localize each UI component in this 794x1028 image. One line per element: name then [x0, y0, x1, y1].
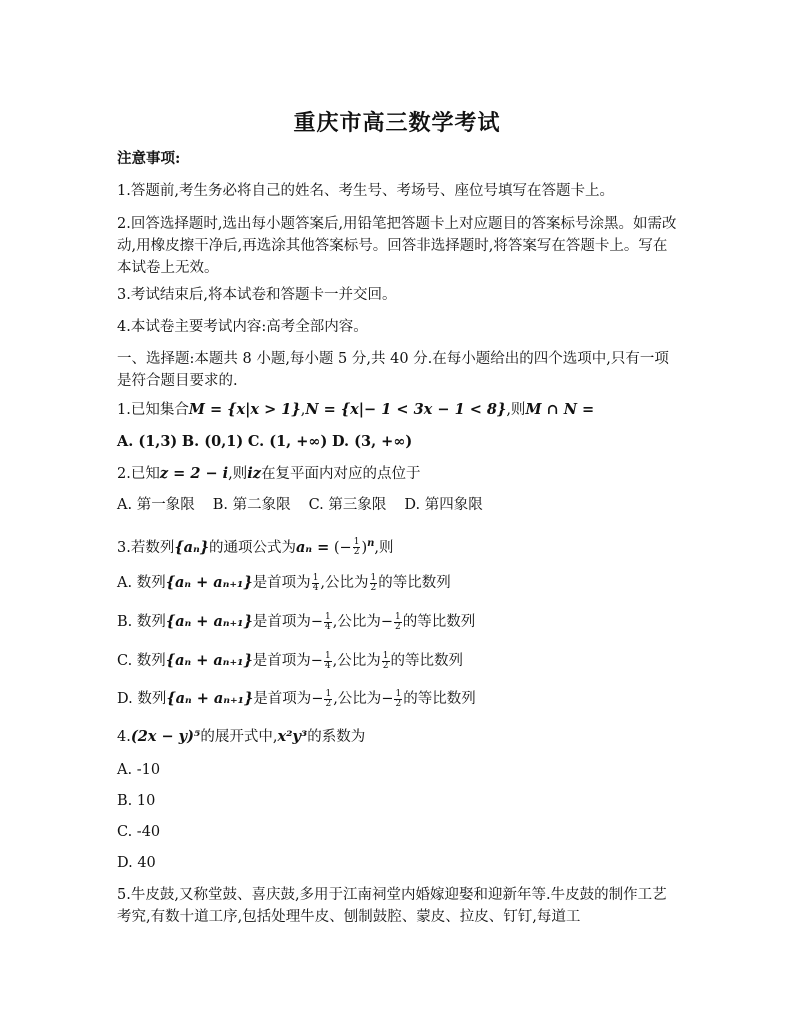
- q3-option-c: C. 数列{aₙ + aₙ₊₁}是首项为− $\frac{1}{4}$ ,公比为 $\frac{1}{2}$ 的等比数列: [117, 650, 464, 671]
- q2-expr2: iz: [247, 465, 262, 482]
- q2-option-d: D. 第四象限: [404, 497, 483, 513]
- q4-option-a: A. -10: [117, 762, 161, 778]
- q1-sep: ,: [300, 402, 306, 418]
- q4-suffix: 的系数为: [307, 729, 366, 745]
- notice-item-2: 2.回答选择题时,选出每小题答案后,用铅笔把答题卡上对应题目的答案标号涂黑。如需改动,用橡皮擦干净后,再选涂其他答案标号。回答非选择题时,将答案写在答题卡上。写在本试卷上无效。: [117, 216, 677, 276]
- page-title: 重庆市高三数学考试: [293, 110, 501, 136]
- q1-option-a: A. (1,3): [117, 433, 178, 450]
- q1-option-d: D. (3, +∞): [331, 433, 413, 450]
- q1-option-c: C. (1, +∞): [247, 433, 328, 450]
- q3-formula-lhs: aₙ =: [296, 538, 330, 556]
- q3-prefix: 3.若数列: [117, 539, 175, 556]
- q3-seq: {aₙ}: [174, 538, 210, 556]
- q2-option-c: C. 第三象限: [308, 497, 387, 513]
- notice-item-4: 4.本试卷主要考试内容:高考全部内容。: [117, 319, 368, 335]
- question-3: [117, 533, 677, 559]
- q1-option-b: B. (0,1): [181, 433, 244, 450]
- q2-options: [117, 494, 677, 516]
- question-4: [117, 726, 677, 748]
- notice-heading: 注意事项:: [117, 150, 181, 167]
- q2-option-b: B. 第二象限: [212, 497, 291, 513]
- q1-ask: M ∩ N =: [525, 401, 595, 418]
- q4-expr: (2x − y)⁵: [130, 728, 201, 745]
- q4-prefix: 4.: [117, 729, 131, 745]
- q1-set-m: M = {x|x > 1}: [188, 401, 301, 418]
- q3-option-d: D. 数列{aₙ + aₙ₊₁}是首项为− $\frac{1}{2}$ ,公比为− $\frac{1}{2}$ 的等比数列: [117, 688, 476, 709]
- q3-option-b: B. 数列{aₙ + aₙ₊₁}是首项为− $\frac{1}{4}$ ,公比为− $\frac{1}{2}$ 的等比数列: [117, 611, 476, 632]
- question-5: 5.牛皮鼓,又称堂鼓、喜庆鼓,多用于江南祠堂内婚嫁迎娶和迎新年等.牛皮鼓的制作工艺考究,有数十道工序,包括处理牛皮、刨制鼓腔、蒙皮、拉皮、钉钉,每道工: [117, 887, 667, 925]
- q2-option-a: A. 第一象限: [117, 497, 195, 513]
- q1-options: [117, 431, 677, 453]
- notice-item-1: 1.答题前,考生务必将自己的姓名、考生号、考场号、座位号填写在答题卡上。: [117, 183, 614, 199]
- notice-item-3: 3.考试结束后,将本试卷和答题卡一并交回。: [117, 287, 397, 303]
- q4-option-c: C. -40: [117, 824, 161, 840]
- q4-option-b: B. 10: [117, 793, 156, 809]
- q2-suffix: 在复平面内对应的点位于: [261, 466, 421, 482]
- q3-option-a: A. 数列{aₙ + aₙ₊₁}是首项为 $\frac{1}{4}$ ,公比为 $\frac{1}{2}$ 的等比数列: [117, 572, 451, 593]
- q4-option-d: D. 40: [117, 855, 156, 871]
- question-2: [117, 463, 677, 485]
- q3-formula-paren: (− $\frac{1}{2}$ )$^n$: [333, 537, 375, 558]
- q3-suffix: ,则: [374, 539, 394, 556]
- q2-middle: ,则: [228, 466, 248, 482]
- q4-term: x²y³: [277, 728, 308, 745]
- q2-expr: z = 2 − i: [159, 465, 229, 482]
- q3-middle: 的通项公式为: [209, 539, 297, 556]
- q2-prefix: 2.已知: [117, 466, 160, 482]
- question-1: [117, 399, 677, 421]
- q3-formula-fraction: $\frac{1}{2}$: [353, 537, 360, 558]
- q1-prefix: 1.已知集合: [117, 402, 189, 418]
- q1-suffix: ,则: [506, 402, 526, 418]
- q1-set-n: N = {x|− 1 < 3x − 1 < 8}: [305, 401, 507, 418]
- section-heading: 一、选择题:本题共 8 小题,每小题 5 分,共 40 分.在每小题给出的四个选项中,只有一项是符合题目要求的.: [117, 351, 669, 389]
- q4-middle: 的展开式中,: [200, 729, 278, 745]
